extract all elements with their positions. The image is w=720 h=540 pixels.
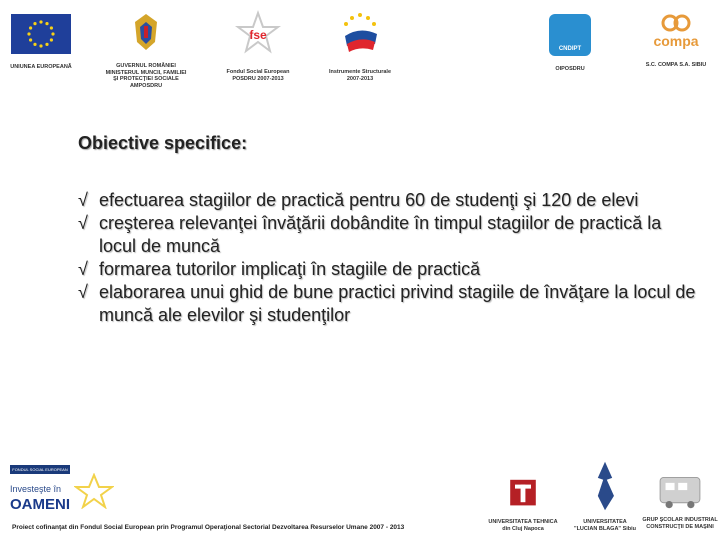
list-item [78, 212, 698, 258]
checkmark-icon: √ [78, 282, 88, 302]
compa-mark-icon [640, 14, 712, 54]
compa-mark-text: compa [653, 33, 699, 49]
list-item-text: formarea tutorilor implicaţi în stagiile de practică [99, 259, 481, 279]
ulbs-logo [570, 460, 640, 532]
list-item-text: creşterea relevanţei învăţării dobândite în timpul stagiilor de practică la locul de muncă [99, 213, 662, 256]
eu-caption: UNIUNEA EUROPEANĂ [10, 64, 72, 70]
gsi-logo [642, 472, 718, 530]
list-item [78, 189, 698, 212]
gov-logo [103, 12, 189, 89]
gsi-caption: GRUP ŞCOLAR INDUSTRIAL CONSTRUCŢII DE MAŞINI [642, 517, 718, 530]
cndipt-logo [540, 14, 600, 73]
page-title: Obiective specifice: [78, 133, 248, 153]
is-logo [322, 10, 398, 82]
compa-caption: S.C. COMPA S.A. SIBIU [645, 62, 707, 68]
fse-caption: Fondul Social European POSDRU 2007-2013 [226, 69, 290, 82]
svg-text:fse: fse [249, 28, 267, 42]
ulbs-caption: UNIVERSITATEA "LUCIAN BLAGA" Sibiu [573, 519, 637, 532]
utcn-logo [488, 478, 558, 532]
list-item-text: efectuarea stagiilor de practică pentru 60 de studenţi şi 120 de elevi [99, 190, 639, 210]
oameni-text: OAMENI [10, 496, 70, 513]
cndipt-mark-icon [549, 14, 591, 56]
cndipt-mark-text: CNDIPT [558, 46, 582, 52]
invest-text: Investeşte în [10, 484, 62, 494]
is-caption: Instrumente Structurale 2007-2013 [328, 69, 392, 82]
structural-instruments-icon [337, 10, 383, 56]
checkmark-icon: √ [78, 190, 88, 210]
gsi-mark-icon [650, 472, 710, 510]
checkmark-icon: √ [78, 259, 88, 279]
gov-caption: GUVERNUL ROMÂNIEI MINISTERUL MUNCII, FAMILIEI ŞI PROTECŢIEI SOCIALE AMPOSDRU [105, 63, 187, 89]
invest-in-people-logo [10, 465, 120, 525]
cofinancing-note: Proiect cofinanţat din Fondul Social European prin Programul Operaţional Sectorial Dezvoltarea Resurselor Umane 2007 - 2013 [12, 524, 405, 531]
checkmark-icon: √ [78, 213, 88, 233]
cndipt-caption: OIPOSDRU [555, 66, 585, 72]
list-item [78, 258, 698, 281]
objectives-list [78, 189, 698, 327]
fse-logo [220, 10, 296, 82]
list-item-text: elaborarea unui ghid de bune practici privind stagiile de învăţare la locul de muncă ale elevilor şi studenţilor [99, 282, 696, 325]
utcn-mark-icon [507, 478, 539, 512]
star-icon [74, 473, 114, 509]
compa-logo [636, 14, 716, 69]
coat-of-arms-icon [131, 12, 161, 54]
ulbs-mark-icon [587, 460, 623, 512]
fse-bar: FONDUL SOCIAL EUROPEAN [10, 465, 70, 474]
fse-star-icon [235, 10, 281, 56]
list-item [78, 281, 698, 327]
eu-logo [8, 14, 74, 71]
eu-flag-icon [11, 14, 71, 54]
utcn-caption: UNIVERSITATEA TEHNICA din Cluj Napoca [488, 519, 558, 532]
